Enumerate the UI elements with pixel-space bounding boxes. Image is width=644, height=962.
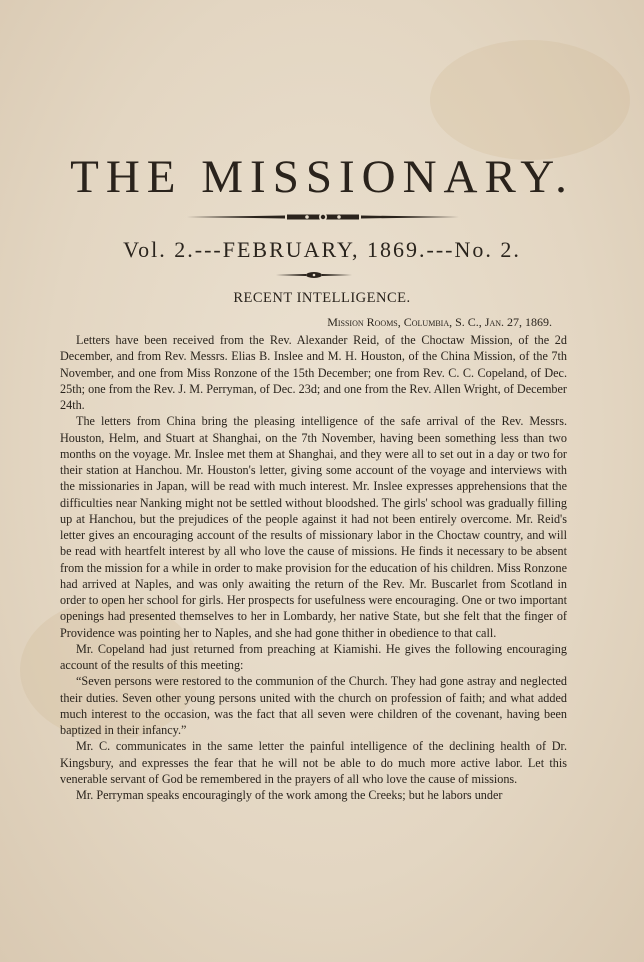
issue-line: Vol. 2.---FEBRUARY, 1869.---No. 2. — [123, 237, 521, 262]
paragraph: Mr. Copeland had just returned from preaching at Kiamishi. He gives the following encouraging account of the results of this meeting: — [60, 641, 567, 672]
paper-stain — [430, 40, 630, 160]
paragraph: Letters have been received from the Rev. Alexander Reid, of the Choctaw Mission, of the 2d December, and from Rev. Messrs. Elias B. Inslee and M. H. Houston, of the China Mission, of the 7th November, and one from Miss Ronzone of the 15th December; one from Rev. C. C. Copeland, of Dec. 25th; one from the Rev. J. M. Perryman, of Dec. 23d; and one from the Rev. Allen Wright, of December 24th. — [60, 333, 567, 412]
ornament-divider-icon — [276, 270, 352, 280]
article-body — [60, 332, 567, 803]
paragraph: Mr. C. communicates in the same letter the painful intelligence of the declining health of Dr. Kingsbury, and expresses the fear that he will not be able to do much more active labor. Let this venerable servant of God be remembered in the prayers of all who love the cause of missions. — [60, 739, 567, 786]
paragraph: Mr. Perryman speaks encouragingly of the work among the Creeks; but he labors under — [76, 788, 503, 802]
masthead-title: THE MISSIONARY. — [70, 151, 574, 203]
section-title: RECENT INTELLIGENCE. — [233, 290, 411, 306]
dateline: Mission Rooms, Columbia, S. C., Jan. 27, 1869. — [327, 315, 552, 329]
ornament-rule-icon — [187, 210, 459, 224]
paragraph: The letters from China bring the pleasing intelligence of the safe arrival of the Rev. Messrs. Houston, Helm, and Stuart at Shanghai, on the 7th November, having been something less than two months on the voyage. Mr. Inslee met them at Shanghai, and they were all to set out in a day or two for their station at Hanchou. Mr. Houston's letter, giving some account of the voyage and interviews with the missionaries in Japan, will be read with much interest. Mr. Inslee expresses apprehensions that the difficulties near Nanking might not be settled without bloodshed. The girls' school was gradually filling up at Hanchou, but the prejudices of the people against it had not been entirely overcome. Mr. Reid's letter gives an encouraging account of the results of missionary labor in the Choctaw country, and will be read with heartfelt interest by all who love the cause of missions. He finds it necessary to be absent from the mission for a while in order to make provision for the education of his children. Miss Ronzone had arrived at Naples, and was only awaiting the return of the Rev. Mr. Buscarlet from Scotland in order to open her school for girls. Her prospects for usefulness were encouraging. One or two important openings had presented themselves to her in Lombardy, her native State, but she felt that the finger of Providence was pointing her to Naples, and she had gone thither in obedience to that call. — [60, 414, 567, 640]
quoted-paragraph: “Seven persons were restored to the communion of the Church. They had gone astray and neglected their duties. Seven other young persons united with the church on profession of faith; and what added much interest to the occasion, was the fact that all seven were children of the covenant, having been baptized in their infancy.” — [60, 674, 567, 737]
